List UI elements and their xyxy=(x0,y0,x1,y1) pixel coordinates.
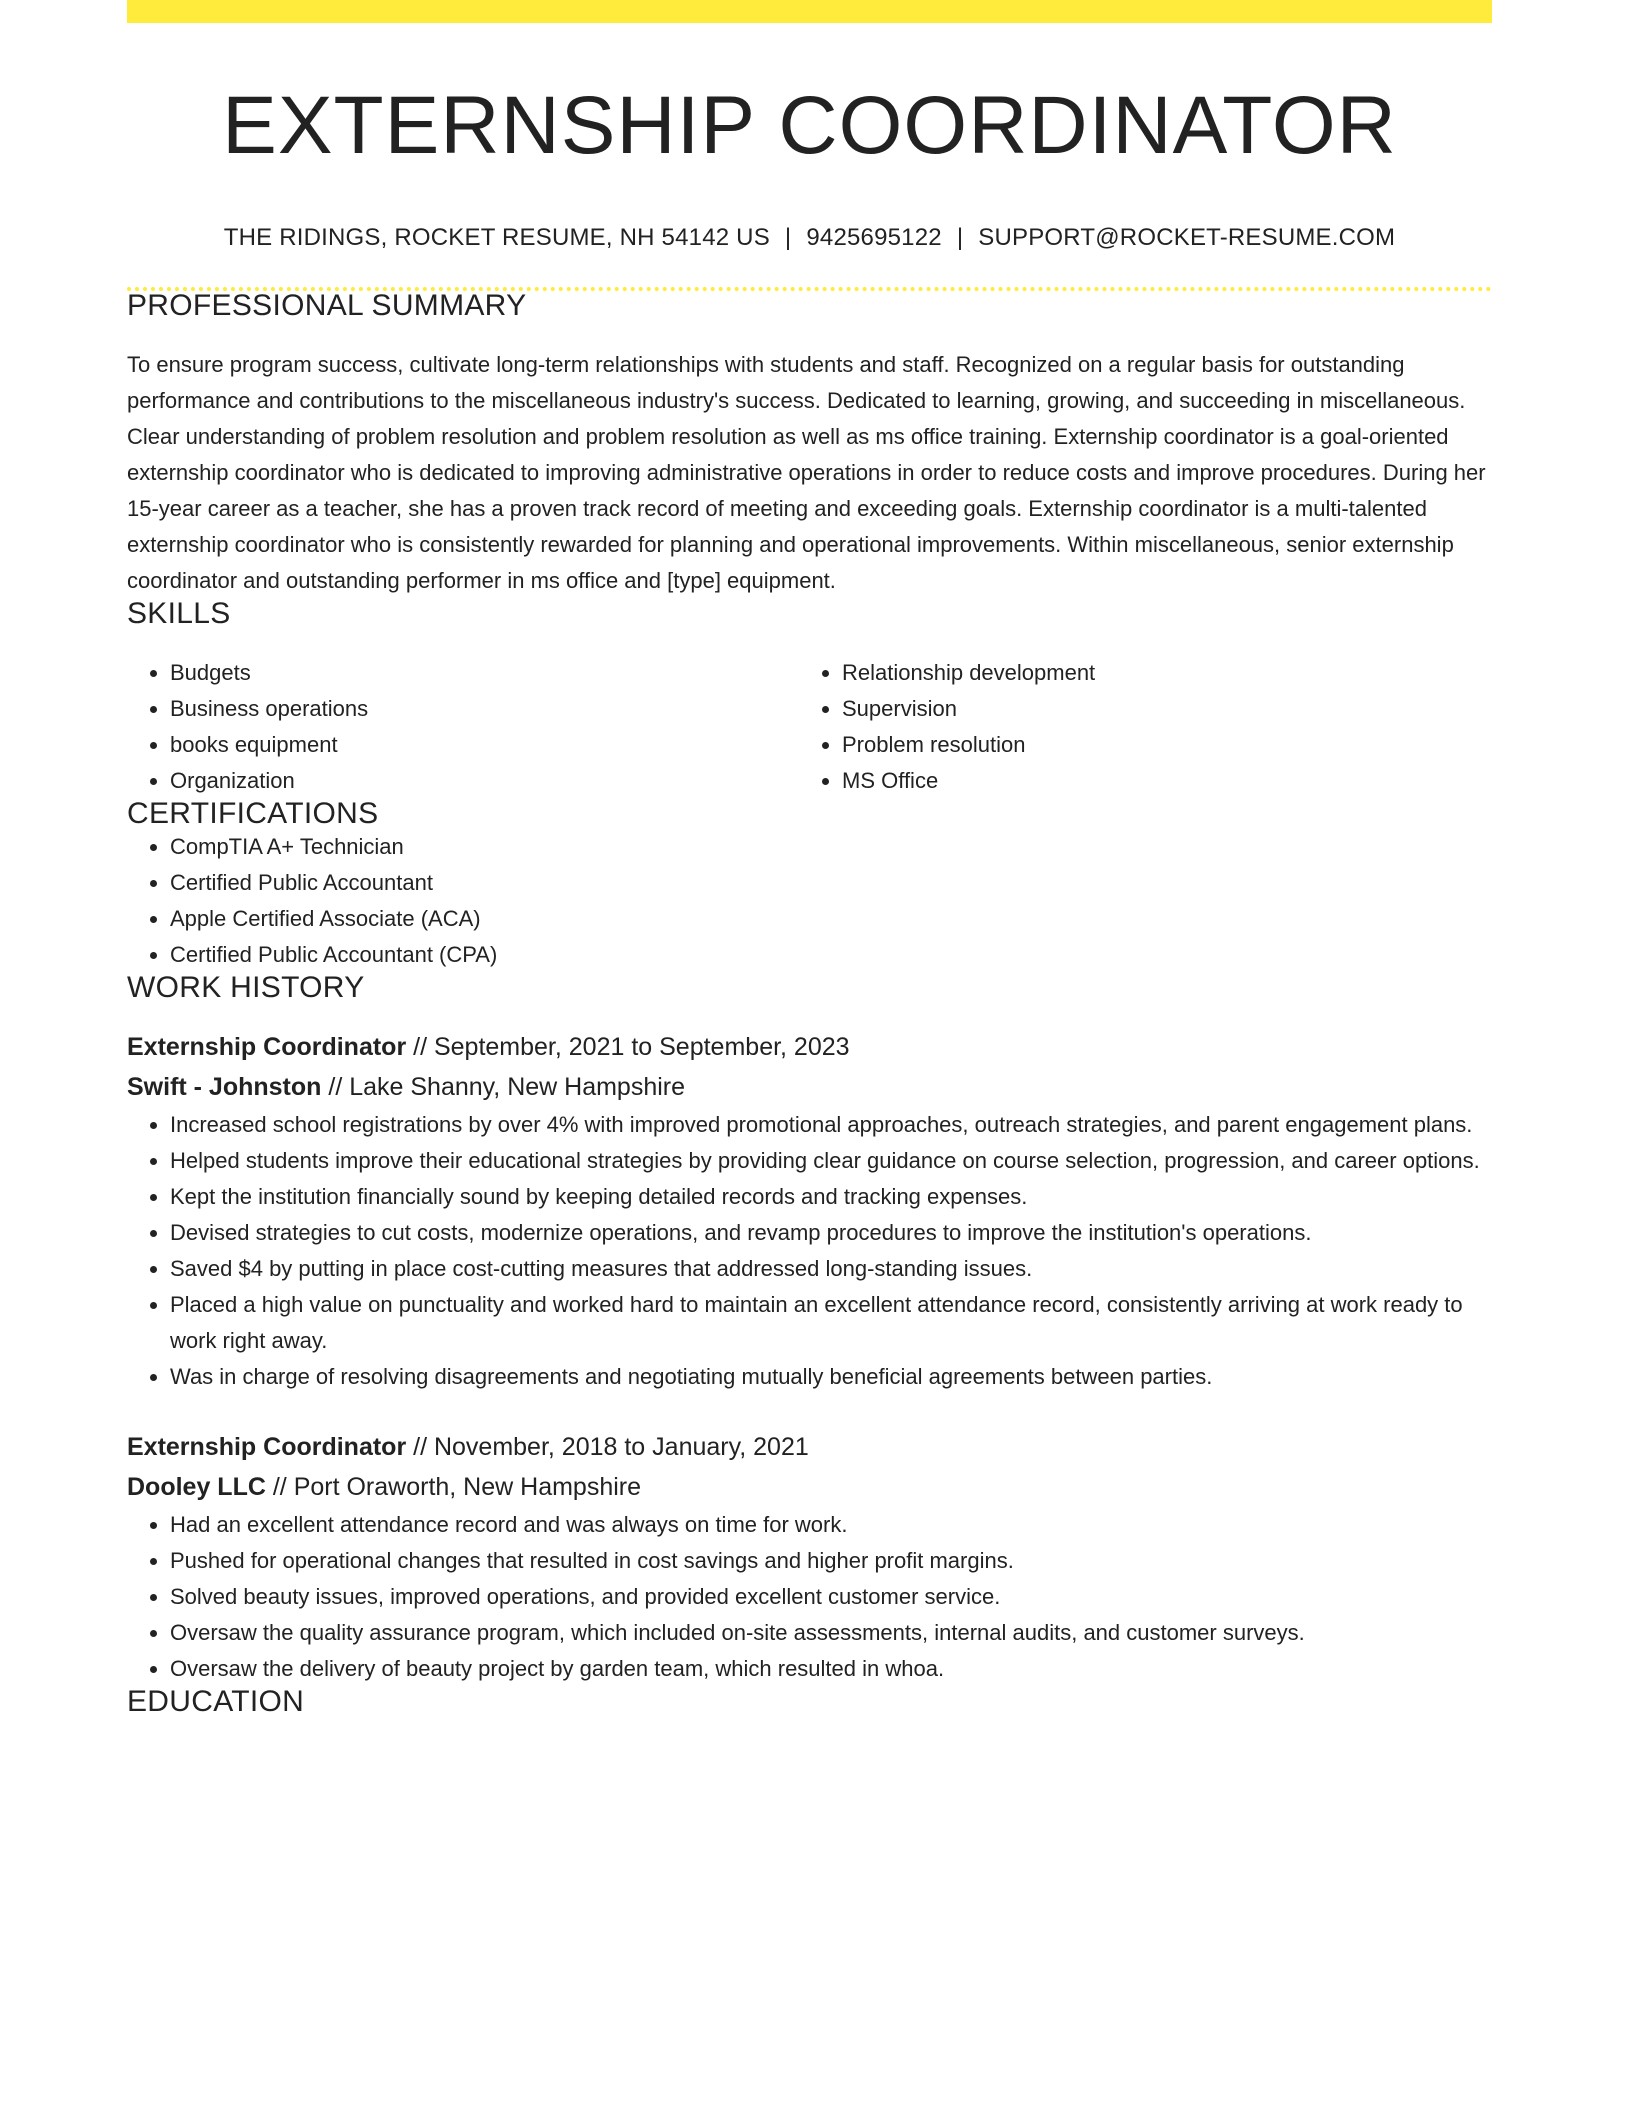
skills-list-right xyxy=(799,655,1471,799)
job-bullet: • Oversaw the delivery of beauty project by garden team, which resulted in whoa. xyxy=(170,1651,1492,1687)
accent-top-bar xyxy=(127,0,1492,23)
job-bullet: • Kept the institution financially sound by keeping detailed records and tracking expenses. xyxy=(170,1179,1492,1215)
job-role-line xyxy=(127,1427,1492,1467)
contact-separator: | xyxy=(784,224,792,251)
job-location: // Lake Shanny, New Hampshire xyxy=(321,1073,686,1101)
certification-item: • CompTIA A+ Technician xyxy=(170,829,1492,865)
job-bullet-list xyxy=(127,1507,1492,1687)
work-history-section-title: WORK HISTORY xyxy=(127,971,365,1004)
job-bullet: • Placed a high value on punctuality and worked hard to maintain an excellent attendance record, consistently arriving at work ready to work right away. xyxy=(170,1287,1492,1359)
job-bullet-list xyxy=(127,1107,1492,1395)
skills-column-right xyxy=(799,655,1471,799)
certification-item: • Certified Public Accountant (CPA) xyxy=(170,937,1492,973)
job-company-line xyxy=(127,1067,1492,1107)
summary-section-title: PROFESSIONAL SUMMARY xyxy=(127,289,527,322)
job-dates: // November, 2018 to January, 2021 xyxy=(406,1433,809,1461)
job-company-line xyxy=(127,1467,1492,1507)
resume-name-title: EXTERNSHIP COORDINATOR xyxy=(222,80,1397,171)
job-entry xyxy=(127,1427,1492,1687)
skill-item: • Business operations xyxy=(170,691,799,727)
job-bullet: • Pushed for operational changes that resulted in cost savings and higher profit margins. xyxy=(170,1543,1492,1579)
job-company: Dooley LLC xyxy=(127,1473,266,1501)
job-role-line xyxy=(127,1027,1492,1067)
certification-item: • Certified Public Accountant xyxy=(170,865,1492,901)
contact-phone: 9425695122 xyxy=(806,224,942,251)
skills-list-left xyxy=(127,655,799,799)
certification-item: • Apple Certified Associate (ACA) xyxy=(170,901,1492,937)
job-role: Externship Coordinator xyxy=(127,1433,407,1461)
skills-section-title: SKILLS xyxy=(127,597,231,630)
contact-separator: | xyxy=(956,224,964,251)
skill-item: • Budgets xyxy=(170,655,799,691)
job-bullet: • Increased school registrations by over 4% with improved promotional approaches, outreach strategies, and parent engagement plans. xyxy=(170,1107,1492,1143)
skill-item: • MS Office xyxy=(842,763,1471,799)
job-bullet: • Saved $4 by putting in place cost-cutting measures that addressed long-standing issues. xyxy=(170,1251,1492,1287)
resume-page xyxy=(127,0,1492,1717)
skill-item: • books equipment xyxy=(170,727,799,763)
summary-paragraph: To ensure program success, cultivate long-term relationships with students and staff. Recognized on a regular basis for outstanding performance and contributions to the miscellaneous industry's success. Dedicated to learning, growing, and succeeding in miscellaneous. Clear understanding of problem resolution and problem resolution as well as ms office training. Externship coordinator is a goal-oriented externship coordinator who is dedicated to improving administrative operations in order to reduce costs and improve procedures. During her 15-year career as a teacher, she has a proven track record of meeting and exceeding goals. Externship coordinator is a multi-talented externship coordinator who is consistently rewarded for planning and operational improvements. Within miscellaneous, senior externship coordinator and outstanding performer in ms office and [type] equipment. xyxy=(127,352,1486,593)
contact-address: THE RIDINGS, ROCKET RESUME, NH 54142 US xyxy=(223,224,770,251)
skills-grid xyxy=(127,655,1492,799)
skill-item: • Relationship development xyxy=(842,655,1471,691)
contact-line xyxy=(127,226,1492,250)
job-bullet: • Had an excellent attendance record and was always on time for work. xyxy=(170,1507,1492,1543)
job-role: Externship Coordinator xyxy=(127,1033,407,1061)
job-bullet: • Helped students improve their educational strategies by providing clear guidance on course selection, progression, and career options. xyxy=(170,1143,1492,1179)
contact-email: SUPPORT@ROCKET-RESUME.COM xyxy=(978,224,1396,251)
skill-item: • Organization xyxy=(170,763,799,799)
skill-item: • Problem resolution xyxy=(842,727,1471,763)
job-location: // Port Oraworth, New Hampshire xyxy=(265,1473,642,1501)
job-bullet: • Solved beauty issues, improved operations, and provided excellent customer service. xyxy=(170,1579,1492,1615)
skills-column-left xyxy=(127,655,799,799)
skill-item: • Supervision xyxy=(842,691,1471,727)
job-entry xyxy=(127,1027,1492,1395)
certifications-section-title: CERTIFICATIONS xyxy=(127,797,379,830)
job-bullet: • Devised strategies to cut costs, modernize operations, and revamp procedures to improve the institution's operations. xyxy=(170,1215,1492,1251)
job-bullet: • Oversaw the quality assurance program, which included on-site assessments, internal audits, and customer surveys. xyxy=(170,1615,1492,1651)
job-company: Swift - Johnston xyxy=(127,1073,322,1101)
education-section-title: EDUCATION xyxy=(127,1685,305,1718)
job-dates: // September, 2021 to September, 2023 xyxy=(406,1033,850,1061)
certifications-list xyxy=(127,829,1492,973)
job-bullet: • Was in charge of resolving disagreements and negotiating mutually beneficial agreements between parties. xyxy=(170,1359,1492,1395)
